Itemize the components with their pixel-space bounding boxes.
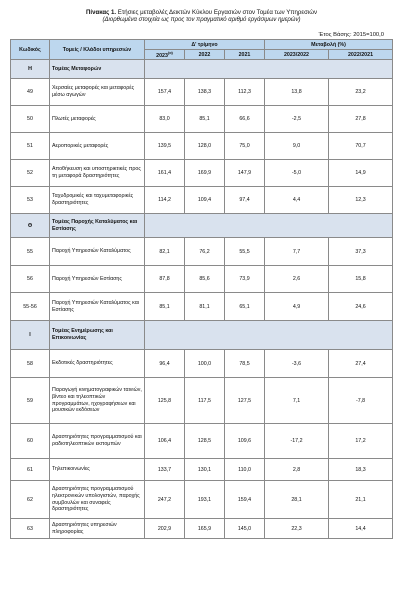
- table-body: [11, 60, 393, 539]
- column-header-change-2023-2022: 2023/2022: [265, 50, 329, 60]
- value-2023: 202,9: [145, 519, 185, 539]
- column-header-sector: Τομείς / Κλάδοι υπηρεσιών: [50, 40, 145, 60]
- section-filler: [145, 60, 393, 79]
- row-sector: Παραγωγή κινηματογραφικών ταινιών, βίντεο και τηλεοπτικών προγραμμάτων, ηχογραφήσεων και μουσικών εκδόσεων: [50, 378, 145, 424]
- section-row: [11, 60, 393, 79]
- row-code: 51: [11, 133, 50, 160]
- row-sector: Δραστηριότητες υπηρεσιών πληροφορίας: [50, 519, 145, 539]
- table-row: [11, 378, 393, 424]
- column-header-code: Κωδικός: [11, 40, 50, 60]
- row-code: 62: [11, 481, 50, 519]
- value-2023: 106,4: [145, 424, 185, 459]
- row-sector: Δραστηριότητες προγραμματισμού και ραδιοτηλεοπτικών εκπομπών: [50, 424, 145, 459]
- row-code: 61: [11, 459, 50, 481]
- change-2022-2021: 14,4: [329, 519, 393, 539]
- table-row: [11, 424, 393, 459]
- change-2022-2021: 17,2: [329, 424, 393, 459]
- services-turnover-table: [10, 39, 393, 539]
- row-code: 55-56: [11, 293, 50, 321]
- row-sector: Παροχή Υπηρεσιών Καταλύματος: [50, 238, 145, 266]
- column-header-2021: 2021: [225, 50, 265, 60]
- value-2022: 117,5: [185, 378, 225, 424]
- table-row: [11, 238, 393, 266]
- value-2023: 85,1: [145, 293, 185, 321]
- row-code: Θ: [11, 214, 50, 238]
- row-code: 49: [11, 79, 50, 106]
- row-code: 63: [11, 519, 50, 539]
- value-2021: 127,5: [225, 378, 265, 424]
- change-2023-2022: 7,7: [265, 238, 329, 266]
- change-2022-2021: 14,9: [329, 160, 393, 187]
- row-sector: Ταχυδρομικές και ταχυμεταφορικές δραστηριότητες: [50, 187, 145, 214]
- row-sector: Χερσαίες μεταφορές και μεταφορές μέσω αγωγών: [50, 79, 145, 106]
- base-year-note: Έτος Βάσης: 2015=100,0: [318, 32, 384, 38]
- change-2023-2022: 2,8: [265, 459, 329, 481]
- value-2023: 125,8: [145, 378, 185, 424]
- table-title: [0, 9, 403, 17]
- change-2023-2022: -17,2: [265, 424, 329, 459]
- value-2021: 65,1: [225, 293, 265, 321]
- row-code: 52: [11, 160, 50, 187]
- value-2021: 66,6: [225, 106, 265, 133]
- section-title: Τομέας Παροχής Καταλύματος και Εστίασης: [50, 214, 145, 238]
- table-row: [11, 79, 393, 106]
- header-row-1: [11, 40, 393, 50]
- change-2022-2021: 15,8: [329, 266, 393, 293]
- change-2023-2022: -2,5: [265, 106, 329, 133]
- row-sector: Τηλεπικοινωνίες: [50, 459, 145, 481]
- table-number: Πίνακας 1.: [85, 9, 117, 16]
- value-2022: 85,1: [185, 106, 225, 133]
- change-2023-2022: 7,1: [265, 378, 329, 424]
- value-2021: 159,4: [225, 481, 265, 519]
- row-code: 55: [11, 238, 50, 266]
- change-2023-2022: -3,6: [265, 350, 329, 378]
- row-sector: Πλωτές μεταφορές: [50, 106, 145, 133]
- row-code: 56: [11, 266, 50, 293]
- column-group-change: Μεταβολή (%): [265, 40, 393, 50]
- value-2021: 112,3: [225, 79, 265, 106]
- table-row: [11, 187, 393, 214]
- value-2021: 97,4: [225, 187, 265, 214]
- section-title: Τομέας Μεταφορών: [50, 60, 145, 79]
- change-2023-2022: 2,6: [265, 266, 329, 293]
- row-code: 60: [11, 424, 50, 459]
- column-group-quarter: Δ' τρίμηνο: [145, 40, 265, 50]
- change-2022-2021: -7,8: [329, 378, 393, 424]
- value-2022: 85,6: [185, 266, 225, 293]
- row-code: 59: [11, 378, 50, 424]
- change-2022-2021: 21,1: [329, 481, 393, 519]
- change-2022-2021: 27,8: [329, 106, 393, 133]
- table-subtitle: (Διορθωμένα στοιχεία ως προς τον πραγματικό αριθμό εργάσιμων ημερών): [102, 17, 301, 23]
- value-2022: 128,5: [185, 424, 225, 459]
- value-2023: 83,0: [145, 106, 185, 133]
- row-code: Η: [11, 60, 50, 79]
- row-code: 50: [11, 106, 50, 133]
- value-2023: 247,2: [145, 481, 185, 519]
- change-2022-2021: 23,2: [329, 79, 393, 106]
- row-sector: Παροχή Υπηρεσιών Καταλύματος και Εστίασης: [50, 293, 145, 321]
- column-header-2022: 2022: [185, 50, 225, 60]
- value-2023: 96,4: [145, 350, 185, 378]
- section-filler: [145, 214, 393, 238]
- table-row: [11, 160, 393, 187]
- change-2023-2022: 22,3: [265, 519, 329, 539]
- value-2022: 138,3: [185, 79, 225, 106]
- row-code: 53: [11, 187, 50, 214]
- value-2023: 114,2: [145, 187, 185, 214]
- value-2022: 81,1: [185, 293, 225, 321]
- row-code: Ι: [11, 321, 50, 350]
- value-2023: 161,4: [145, 160, 185, 187]
- change-2022-2021: 18,3: [329, 459, 393, 481]
- table-title-text: Ετήσιες μεταβολές Δεικτών Κύκλου Εργασιών στον Τομέα των Υπηρεσιών: [116, 9, 318, 16]
- change-2023-2022: 4,9: [265, 293, 329, 321]
- row-sector: Δραστηριότητες προγραμματισμού ηλεκτρονικών υπολογιστών, παροχής συμβουλών και συναφείς δραστηριότητες: [50, 481, 145, 519]
- change-2023-2022: 28,1: [265, 481, 329, 519]
- value-2022: 76,2: [185, 238, 225, 266]
- row-sector: Αεροπορικές μεταφορές: [50, 133, 145, 160]
- value-2021: 145,0: [225, 519, 265, 539]
- row-code: 58: [11, 350, 50, 378]
- footnote-marker: (α): [167, 50, 173, 55]
- column-header-change-2022-2021: 2022/2021: [329, 50, 393, 60]
- value-2023: 157,4: [145, 79, 185, 106]
- row-sector: Εκδοτικές δραστηριότητες: [50, 350, 145, 378]
- value-2022: 169,9: [185, 160, 225, 187]
- value-2023: 87,8: [145, 266, 185, 293]
- table-row: [11, 266, 393, 293]
- section-filler: [145, 321, 393, 350]
- table-row: [11, 519, 393, 539]
- value-2022: 128,0: [185, 133, 225, 160]
- value-2023: 82,1: [145, 238, 185, 266]
- value-2021: 109,6: [225, 424, 265, 459]
- value-2021: 110,0: [225, 459, 265, 481]
- table-row: [11, 459, 393, 481]
- row-sector: Αποθήκευση και υποστηρικτικές προς τη μεταφορά δραστηριότητες: [50, 160, 145, 187]
- table-row: [11, 106, 393, 133]
- change-2022-2021: 37,3: [329, 238, 393, 266]
- table-row: [11, 481, 393, 519]
- value-2022: 109,4: [185, 187, 225, 214]
- value-2022: 100,0: [185, 350, 225, 378]
- table-row: [11, 350, 393, 378]
- section-row: [11, 321, 393, 350]
- value-2022: 165,9: [185, 519, 225, 539]
- value-2021: 78,5: [225, 350, 265, 378]
- row-sector: Παροχή Υπηρεσιών Εστίασης: [50, 266, 145, 293]
- change-2022-2021: 27,4: [329, 350, 393, 378]
- column-header-2023: $2023^{(\alpha)}$: [145, 50, 185, 60]
- section-title: Τομέας Ενημέρωσης και Επικοινωνίας: [50, 321, 145, 350]
- change-2023-2022: 9,0: [265, 133, 329, 160]
- value-2022: 193,1: [185, 481, 225, 519]
- change-2022-2021: 70,7: [329, 133, 393, 160]
- change-2023-2022: 13,8: [265, 79, 329, 106]
- table-row: [11, 293, 393, 321]
- change-2022-2021: 12,3: [329, 187, 393, 214]
- section-row: [11, 214, 393, 238]
- table-row: [11, 133, 393, 160]
- value-2021: 75,0: [225, 133, 265, 160]
- change-2023-2022: 4,4: [265, 187, 329, 214]
- value-2023: 139,5: [145, 133, 185, 160]
- value-2021: 55,5: [225, 238, 265, 266]
- value-2023: 133,7: [145, 459, 185, 481]
- change-2022-2021: 24,6: [329, 293, 393, 321]
- value-2021: 73,9: [225, 266, 265, 293]
- value-2021: 147,9: [225, 160, 265, 187]
- value-2022: 130,1: [185, 459, 225, 481]
- change-2023-2022: -5,0: [265, 160, 329, 187]
